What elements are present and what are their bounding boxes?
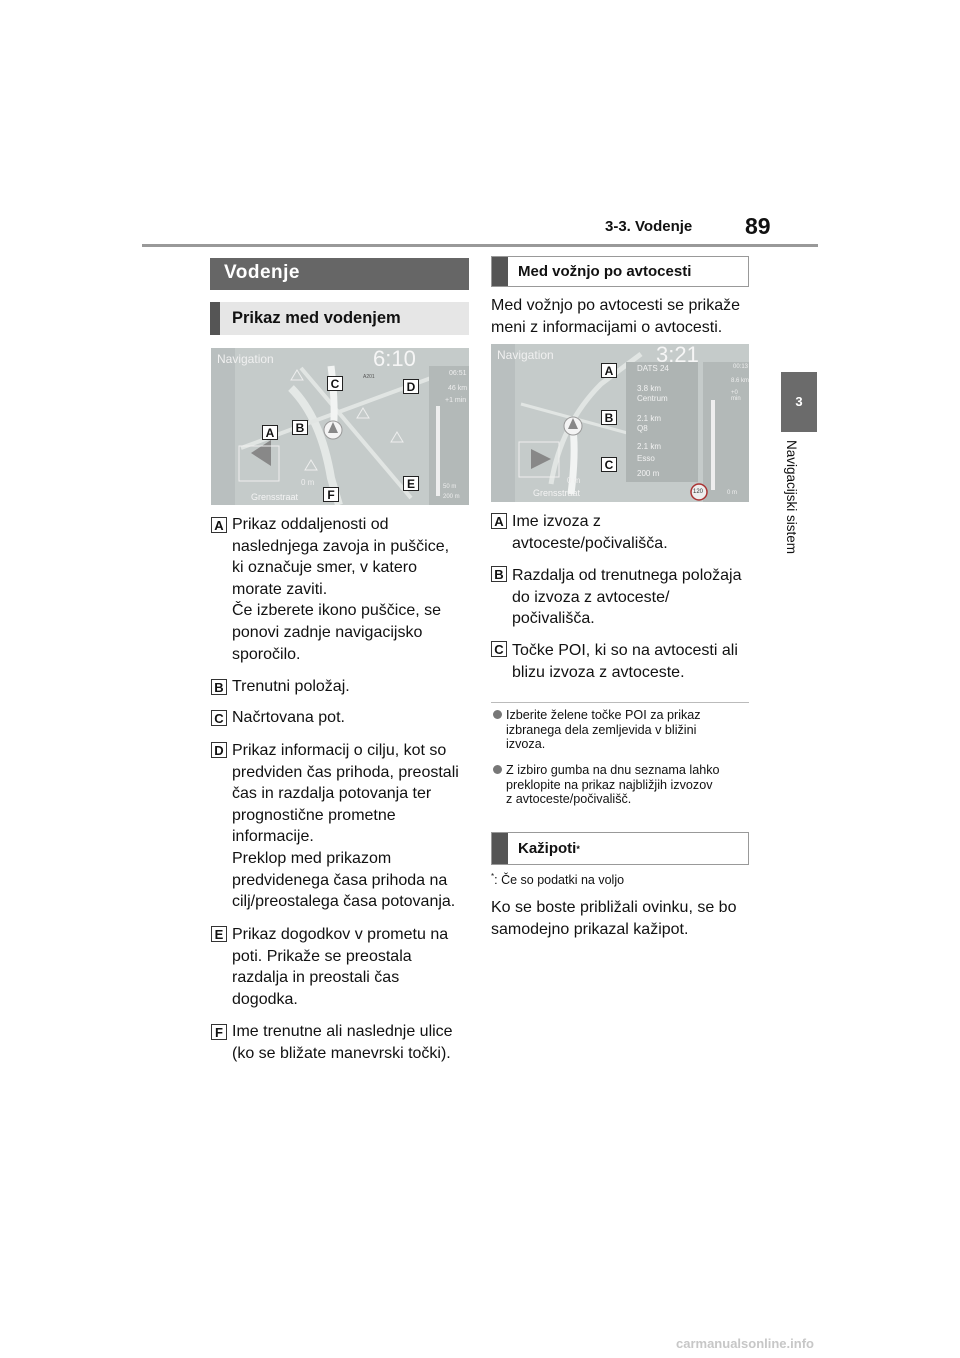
exit-dist-2: 2.1 km xyxy=(637,414,662,423)
highway-screenshot xyxy=(491,344,749,502)
exit-name-4: Esso xyxy=(637,454,655,463)
header-rule xyxy=(142,244,818,247)
sub-heading: Prikaz med vodenjem xyxy=(210,302,469,335)
callout-b: B xyxy=(601,410,617,425)
screen-title: Navigation xyxy=(217,352,274,366)
hw-item-text-b: Razdalja od trenutnega položaja do izvoza z avtoceste/ počivališča. xyxy=(512,567,742,628)
bullet-dot xyxy=(493,765,502,774)
hw-item-label-a: A xyxy=(491,513,507,529)
navigation-screenshot xyxy=(211,348,469,505)
chapter-tab: 3 xyxy=(781,372,817,432)
footnote-text: : Če so podatki na voljo xyxy=(494,873,625,888)
dist-zero: 0 m xyxy=(567,476,581,485)
bullet-divider xyxy=(491,702,749,703)
hw-item-text-a: Ime izvoza z avtoceste/počivališča. xyxy=(512,513,668,552)
highway-intro: Med vožnjo po avtocesti se prikaže meni z informacijami o avtocesti. xyxy=(491,297,741,336)
dist-zero: 0 m xyxy=(301,478,315,487)
item-text-e: Prikaz dogodkov v prometu na poti. Prikaže se preostala razdalja in preostali čas dogodka. xyxy=(232,926,449,1008)
asterisk: * xyxy=(576,843,580,854)
item-label-b: B xyxy=(211,679,227,695)
item-label-d: D xyxy=(211,742,227,758)
highway-heading-text: Med vožnjo po avtocesti xyxy=(518,263,692,280)
item-text-f: Ime trenutne ali naslednje ulice (ko se bližate manevrski točki). xyxy=(232,1023,453,1062)
road-label: A201 xyxy=(363,374,375,380)
event-top: 50 m xyxy=(443,484,457,490)
heading-bar xyxy=(492,833,508,864)
item-label-e: E xyxy=(211,926,227,942)
heading-bar xyxy=(492,257,508,286)
watermark: carmanualsonline.info xyxy=(676,1336,814,1351)
page-number: 89 xyxy=(745,213,771,239)
item-label-a: A xyxy=(211,517,227,533)
event-dist: 200 m xyxy=(443,494,460,500)
distance-value: 8.6 km xyxy=(731,378,749,384)
chapter-title: Navigacijski sistem xyxy=(784,440,799,555)
main-heading: Vodenje xyxy=(210,258,469,290)
callout-b: B xyxy=(292,420,308,435)
exit-dist-1: 3.8 km xyxy=(637,384,662,393)
bullet-text-2: Z izbiro gumba na dnu seznama lahko preklopite na prikaz najbližjih izvozov z avtoceste/počivališč. xyxy=(506,763,720,806)
street-name: Grensstraat xyxy=(251,492,299,502)
street-name: Grensstraat xyxy=(533,488,581,498)
bullet-dot xyxy=(493,710,502,719)
item-label-c: C xyxy=(211,710,227,726)
callout-c: C xyxy=(327,376,343,391)
item-text-a: Prikaz oddaljenosti od naslednjega zavoja in puščice, ki označuje smer, v katero morate zaviti. Če izberete ikono puščice, se ponovi zadnje navigacijsko sporočilo. xyxy=(232,516,450,663)
item-label-f: F xyxy=(211,1024,227,1040)
callout-c: C xyxy=(601,457,617,472)
exit-dist-3: 2.1 km xyxy=(637,442,662,451)
callout-d: D xyxy=(403,379,419,394)
delay-value: +1 min xyxy=(445,397,467,404)
speed-limit: 120 xyxy=(693,489,704,495)
highway-heading xyxy=(491,256,749,287)
signpost-heading-text: Kažipoti xyxy=(518,840,577,857)
callout-a: A xyxy=(601,363,617,378)
delay-value: +0 min xyxy=(731,390,741,402)
item-text-b: Trenutni položaj. xyxy=(232,678,350,695)
hw-item-text-c: Točke POI, ki so na avtocesti ali blizu izvoza z avtoceste. xyxy=(512,642,738,681)
footnote-mark: * xyxy=(491,872,495,881)
bullet-text-1: Izberite želene točke POI za prikaz izbranega dela zemljevida v bližini izvoza. xyxy=(506,708,701,751)
hw-item-label-c: C xyxy=(491,641,507,657)
screen-clock: 3:21 xyxy=(656,344,699,367)
exit-dist-4: 200 m xyxy=(637,469,660,478)
signpost-body: Ko se boste približali ovinku, se bo samodejno prikazal kažipot. xyxy=(491,899,737,938)
eta-value: 06:51 xyxy=(449,370,467,377)
callout-e: E xyxy=(403,476,419,491)
exit-name-3: Q8 xyxy=(637,424,648,433)
end-dist: 0 m xyxy=(727,490,738,496)
screen-clock: 6:10 xyxy=(373,348,416,371)
footnote xyxy=(491,872,624,887)
section-title: 3-3. Vodenje xyxy=(605,218,693,235)
callout-f: F xyxy=(323,487,339,502)
hw-item-label-b: B xyxy=(491,566,507,582)
screen-title: Navigation xyxy=(497,348,554,362)
item-text-d: Prikaz informacij o cilju, kot so predviden čas prihoda, preostali čas in razdalja potovanja ter prognostične prometne informacije. Preklop med prikazom predvidenega časa prihoda na cilj/preostalega časa potovanja. xyxy=(232,742,459,911)
eta-value: 00:13 xyxy=(733,364,749,370)
exit-name-2: Centrum xyxy=(637,394,668,403)
exit-name-1: DATS 24 xyxy=(637,364,669,373)
callout-a: A xyxy=(262,425,278,440)
item-text-c: Načrtovana pot. xyxy=(232,709,345,726)
signpost-heading xyxy=(491,832,749,865)
distance-value: 46 km xyxy=(448,385,468,392)
